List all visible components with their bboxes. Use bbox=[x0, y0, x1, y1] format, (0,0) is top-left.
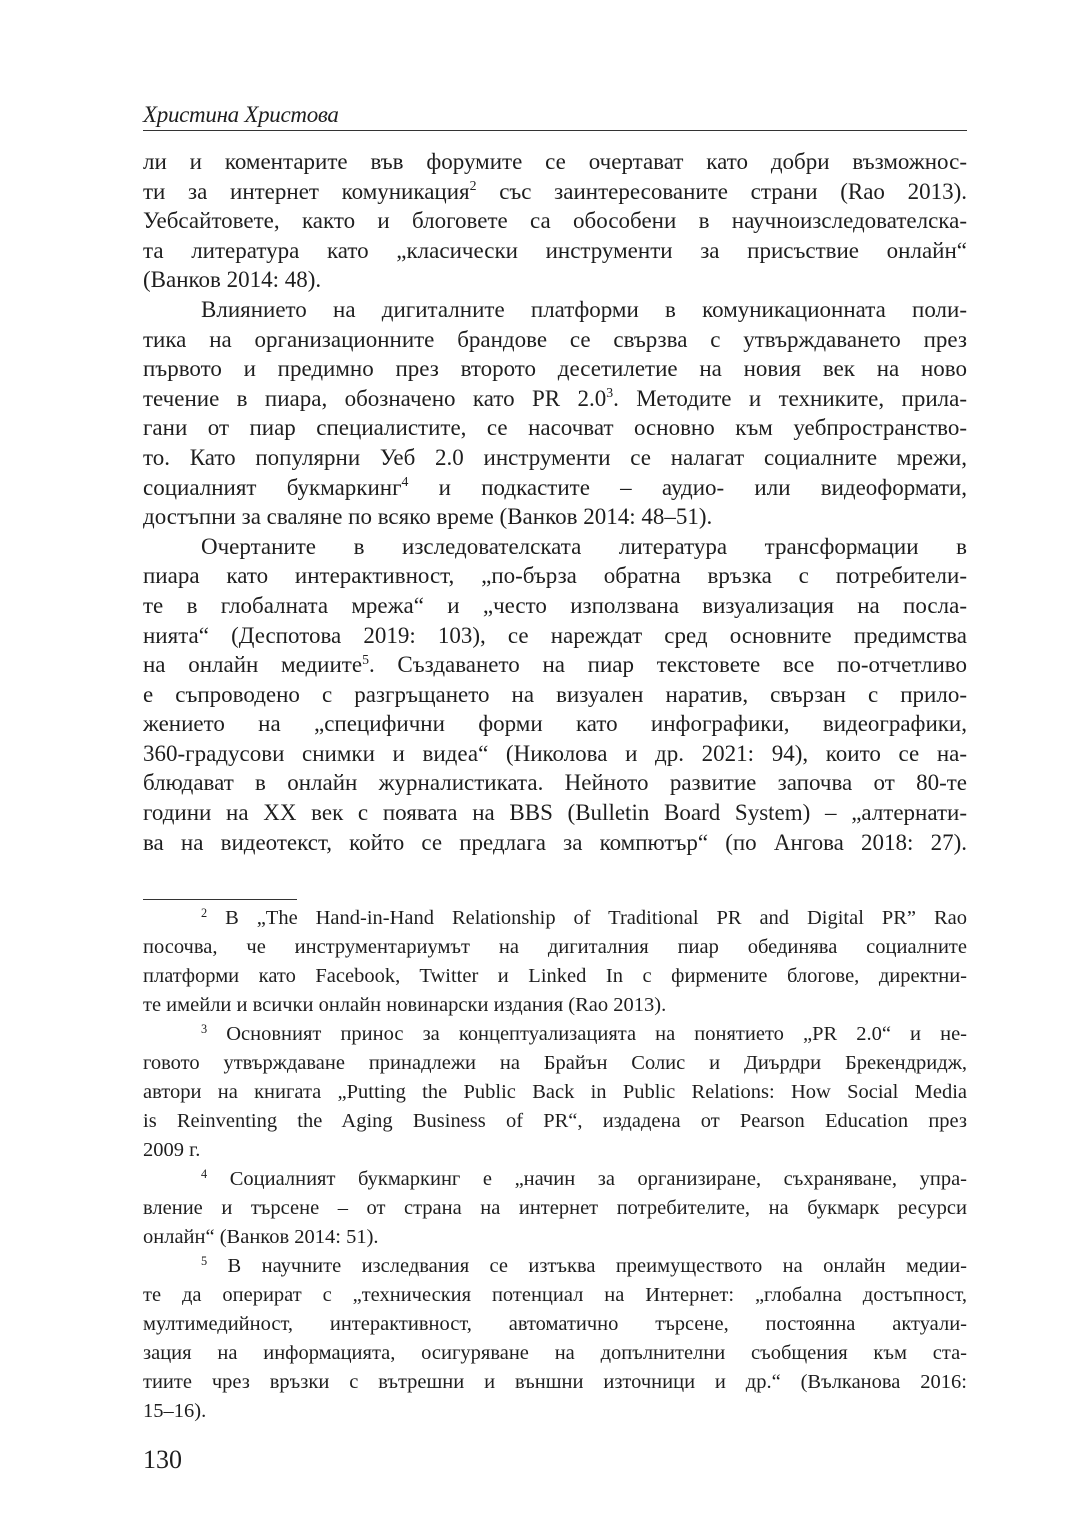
footnote-marker: 3 bbox=[606, 385, 614, 401]
text-segment: онлайн“ (Ванков 2014: 51). bbox=[143, 1226, 379, 1248]
footnote-marker: 2 bbox=[469, 178, 477, 194]
body-line bbox=[143, 709, 967, 739]
footnotes bbox=[143, 904, 967, 1426]
text-segment: със заинтересованите страни (Rao 2013). bbox=[476, 178, 967, 204]
text-segment: В „The Hand-in-Hand Relationship of Traditional PR and Digital PR” Rao bbox=[207, 907, 967, 929]
body-line bbox=[143, 591, 967, 621]
text-segment: В научните изследвания се изтъква преимуществото на онлайн медии- bbox=[207, 1255, 967, 1277]
body-line bbox=[143, 502, 967, 532]
body-line bbox=[143, 443, 967, 473]
footnote-line bbox=[143, 991, 967, 1020]
text-segment: то. Като популярни Уеб 2.0 инструменти се налагат социалните мрежи, bbox=[143, 444, 967, 470]
text-segment: пиара като интерактивност, „по-бърза обратна връзка с потребители- bbox=[143, 563, 967, 589]
body-line bbox=[143, 680, 967, 710]
footnote-line bbox=[143, 1281, 967, 1310]
body-line bbox=[143, 798, 967, 828]
text-segment: 15–16). bbox=[143, 1400, 207, 1422]
footnote-line bbox=[143, 1194, 967, 1223]
text-segment: е съпроводено с разгръщането на визуален наратив, свързан с прило- bbox=[143, 681, 967, 707]
text-segment: Основният принос за концептуализацията на понятието „PR 2.0“ и не- bbox=[207, 1023, 967, 1045]
body-line bbox=[143, 206, 967, 236]
text-segment: . Методите и техниките, прила- bbox=[613, 385, 967, 411]
footnote-marker: 4 bbox=[201, 1166, 208, 1181]
body-line bbox=[143, 532, 967, 562]
text-segment: достъпни за сваляне по всяко време (Ванков 2014: 48–51). bbox=[143, 504, 713, 530]
body-text bbox=[143, 147, 967, 857]
footnote-line bbox=[143, 904, 967, 933]
text-segment: на онлайн медиите bbox=[143, 652, 363, 678]
footnote-marker: 3 bbox=[201, 1021, 208, 1036]
footnote-marker: 4 bbox=[401, 474, 409, 490]
footnote-line bbox=[143, 1165, 967, 1194]
body-line bbox=[143, 473, 967, 503]
body-line bbox=[143, 177, 967, 207]
text-segment: Уебсайтовете, както и блоговете са обособени в научноизследователска- bbox=[143, 208, 967, 234]
text-segment: 2009 г. bbox=[143, 1139, 201, 1161]
body-line bbox=[143, 621, 967, 651]
text-segment: течение в пиара, обозначено като PR 2.0 bbox=[143, 385, 607, 411]
text-segment: is Reinventing the Aging Business of PR“, издадена от Pearson Education през bbox=[143, 1110, 967, 1132]
text-segment: те имейли и всички онлайн новинарски издания (Rao 2013). bbox=[143, 994, 667, 1016]
text-segment: ли и коментарите във форумите се очертават като добри възможнос- bbox=[143, 149, 967, 174]
text-segment: Влиянието на дигиталните платформи в комуникационната поли- bbox=[201, 296, 967, 322]
footnote-separator bbox=[143, 899, 297, 900]
body-line bbox=[143, 768, 967, 798]
body-line bbox=[143, 295, 967, 325]
text-segment: те в глобалната мрежа“ и „често използвана визуализация на посла- bbox=[143, 592, 967, 618]
text-segment: тика на организационните брандове се свързва с утвърждаването през bbox=[143, 326, 967, 352]
text-segment: социалният букмаркинг bbox=[143, 474, 402, 500]
footnote-line bbox=[143, 962, 967, 991]
text-segment: години на XX век с появата на BBS (Bulletin Board System) – „алтернати- bbox=[143, 800, 967, 826]
footnote-marker: 5 bbox=[362, 651, 369, 667]
footnote-line bbox=[143, 1223, 967, 1252]
body-line bbox=[143, 384, 967, 414]
header-author: Христина Христова bbox=[143, 102, 339, 127]
text-segment: те да оперират с „техническия потенциал на Интернет: „глобална достъпност, bbox=[143, 1284, 967, 1306]
text-segment: (Ванков 2014: 48). bbox=[143, 267, 322, 293]
text-segment: Очертаните в изследователската литература трансформации в bbox=[201, 533, 967, 559]
text-segment: жението на „специфични форми като инфографики, видеографики, bbox=[143, 711, 967, 737]
body-line bbox=[143, 739, 967, 769]
text-segment: Социалният букмаркинг е „начин за организиране, съхраняване, упра- bbox=[207, 1168, 967, 1190]
text-segment: вление и търсене – от страна на интернет потребителите, на букмарк ресурси bbox=[143, 1197, 967, 1219]
text-segment: ва на видеотекст, който се предлага за компютър“ (по Ангова 2018: 27). bbox=[143, 829, 967, 855]
body-line bbox=[143, 354, 967, 384]
footnote-line bbox=[143, 1020, 967, 1049]
body-line bbox=[143, 265, 967, 295]
body-line bbox=[143, 650, 967, 680]
text-segment: мултимедийност, интерактивност, автоматично търсене, постоянна актуали- bbox=[143, 1313, 967, 1335]
text-segment: та литература като „класически инструменти за присъствие онлайн“ bbox=[143, 237, 967, 263]
footnote-line bbox=[143, 1136, 967, 1165]
text-segment: нията“ (Деспотова 2019: 103), се нареждат сред основните предимства bbox=[143, 622, 967, 648]
footnote-marker: 2 bbox=[201, 905, 208, 920]
text-segment: 360-градусови снимки и видеа“ (Николова и др. 2021: 94), които се на- bbox=[143, 740, 967, 766]
text-segment: . Създаването на пиар текстовете все по-отчетливо bbox=[368, 652, 967, 678]
text-segment: платформи като Facebook, Twitter и Linked In с фирмените блогове, директни- bbox=[143, 965, 967, 987]
footnote-line bbox=[143, 1310, 967, 1339]
footnote-line bbox=[143, 1368, 967, 1397]
text-segment: блюдават в онлайн журналистиката. Нейното развитие започва от 80-те bbox=[143, 770, 967, 796]
text-segment: посочва, че инструментариумът на дигиталния пиар обединява социалните bbox=[143, 936, 967, 958]
text-segment: гани от пиар специалистите, се насочват основно към уебпространство- bbox=[143, 415, 967, 441]
footnote-line bbox=[143, 1339, 967, 1368]
body-line bbox=[143, 828, 967, 858]
body-line bbox=[143, 413, 967, 443]
text-segment: ти за интернет комуникация bbox=[143, 178, 470, 204]
body-line bbox=[143, 147, 967, 177]
body-line bbox=[143, 325, 967, 355]
page-number: 130 bbox=[143, 1445, 182, 1474]
text-segment: автори на книгата „Putting the Public Back in Public Relations: How Social Media bbox=[143, 1081, 967, 1103]
body-line bbox=[143, 561, 967, 591]
footnote-line bbox=[143, 1078, 967, 1107]
footnote-line bbox=[143, 1049, 967, 1078]
text-segment: първото и предимно през второто десетилетие на новия век на ново bbox=[143, 356, 967, 382]
footnote-line bbox=[143, 1252, 967, 1281]
footnote-line bbox=[143, 1397, 967, 1426]
text-segment: зация на информацията, осигуряване на допълнителни съобщения към ста- bbox=[143, 1342, 967, 1364]
body-line bbox=[143, 236, 967, 266]
running-header bbox=[143, 100, 967, 131]
text-segment: тиите чрез връзки с вътрешни и външни източници и др.“ (Вълканова 2016: bbox=[143, 1371, 967, 1393]
footnote-line bbox=[143, 1107, 967, 1136]
text-segment: говото утвърждаване принадлежи на Брайън Солис и Диърдри Брекендридж, bbox=[143, 1052, 967, 1074]
text-segment: и подкастите – аудио- или видеоформати, bbox=[408, 474, 967, 500]
footnote-line bbox=[143, 933, 967, 962]
footnote-marker: 5 bbox=[201, 1253, 208, 1268]
